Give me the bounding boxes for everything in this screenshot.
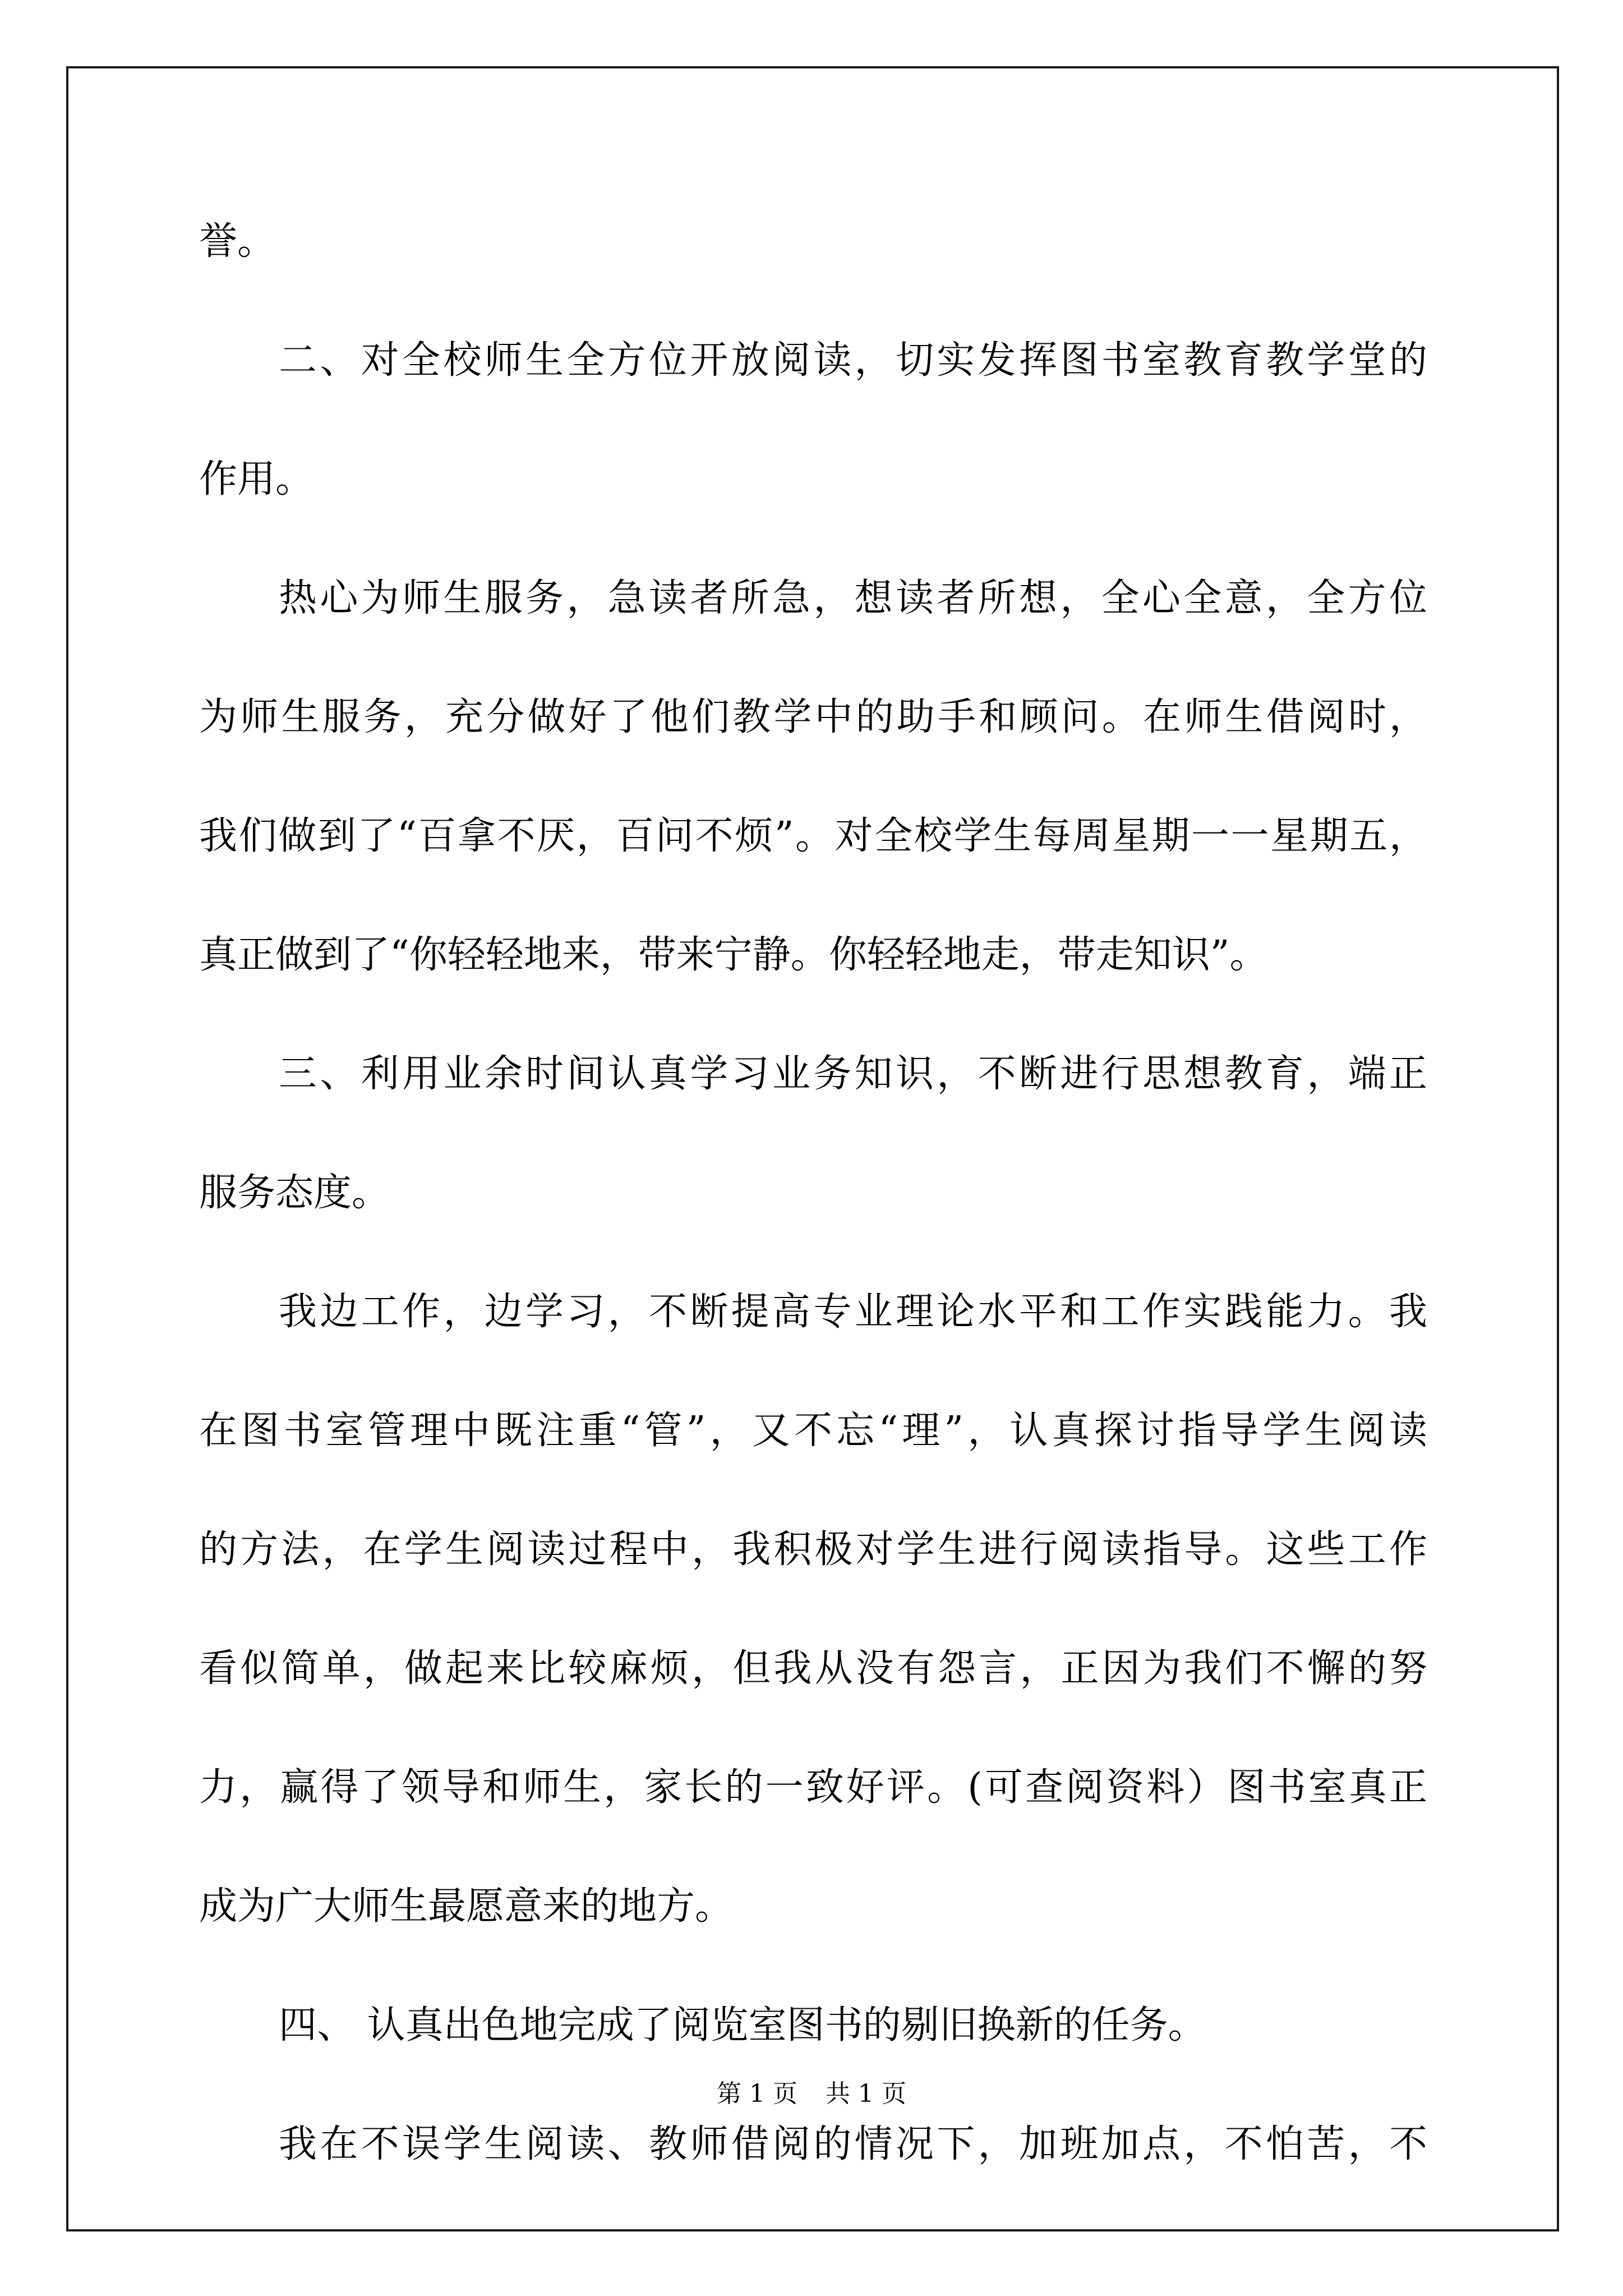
text-line: 的方法，在学生阅读过程中，我积极对学生进行阅读指导。这些工作 — [199, 1527, 1427, 1572]
text-line: 力，赢得了领导和师生，家长的一致好评。(可查阅资料）图书室真正 — [199, 1765, 1427, 1810]
page-number: 第 1 页 — [717, 2079, 797, 2108]
page-footer — [0, 2073, 1623, 2109]
document-body — [199, 182, 1427, 2204]
text-line: 二、对全校师生全方位开放阅读，切实发挥图书室教育教学堂的 — [279, 338, 1427, 383]
text-line: 三、利用业余时间认真学习业务知识，不断进行思想教育，端正 — [279, 1052, 1427, 1096]
text-line: 成为广大师生最愿意来的地方。 — [199, 1884, 734, 1929]
text-line: 我边工作，边学习，不断提高专业理论水平和工作实践能力。我 — [279, 1290, 1427, 1334]
text-line: 在图书室管理中既注重“管”，又不忘“理”，认真探讨指导学生阅读 — [199, 1409, 1427, 1453]
text-line: 誉。 — [199, 219, 276, 264]
page-total: 共 1 页 — [826, 2079, 906, 2108]
text-line: 热心为师生服务，急读者所急，想读者所想，全心全意，全方位 — [279, 576, 1427, 620]
text-line: 我们做到了“百拿不厌，百问不烦”。对全校学生每周星期一一星期五， — [199, 814, 1427, 858]
text-line: 作用。 — [199, 457, 314, 501]
text-line: 我在不误学生阅读、教师借阅的情况下，加班加点，不怕苦，不 — [279, 2122, 1427, 2166]
text-line: 看似简单，做起来比较麻烦，但我从没有怨言，正因为我们不懈的努 — [199, 1646, 1427, 1691]
text-line: 服务态度。 — [199, 1171, 390, 1215]
text-line: 为师生服务，充分做好了他们教学中的助手和顾问。在师生借阅时， — [199, 695, 1427, 739]
text-line: 四、 认真出色地完成了阅览室图书的剔旧换新的任务。 — [279, 2003, 1206, 2047]
text-line: 真正做到了“你轻轻地来，带来宁静。你轻轻地走，带走知识”。 — [199, 933, 1268, 977]
